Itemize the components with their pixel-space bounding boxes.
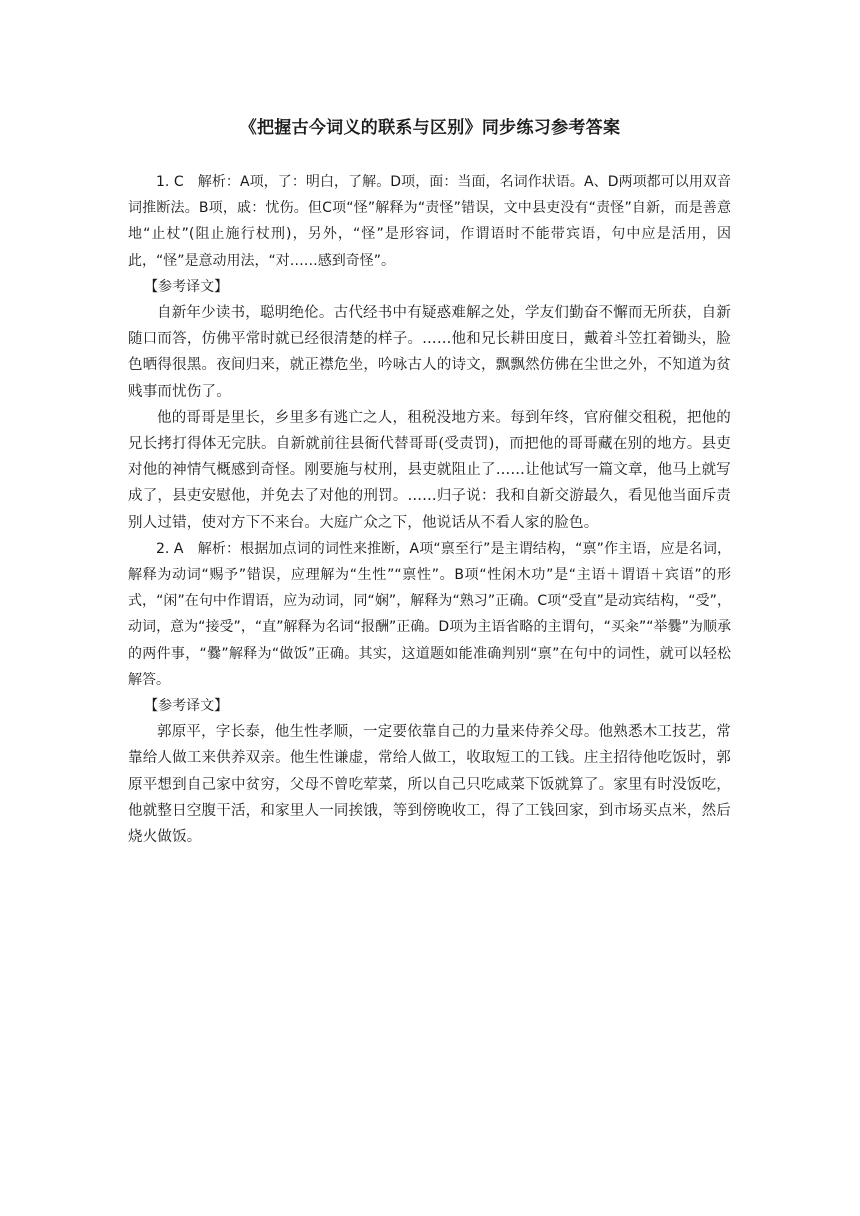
question-1-answer: 1. C 解析：A项，了：明白，了解。D项，面：当面，名词作状语。A、D两项都可以用双音词推断法。B项，戚：忧伤。但C项“怪”解释为“责怪”错误，文中县吏没有“责怪”自新，而是善意地“止杖”(阻止施行杖刑)，另外，“怪”是形容词，作谓语时不能带宾语，句中应是活用，因此，“怪”是意动用法，“对……感到奇怪”。 — [128, 174, 731, 269]
question-2-translation: 郭原平，字长泰，他生性孝顺，一定要依靠自己的力量来侍养父母。他熟悉木工技艺，常靠给人做工来供养双亲。他生性谦虚，常给人做工，收取短工的工钱。庄主招待他吃饭时，郭原平想到自己家中贫穷，父母不曾吃荤菜，所以自己只吃咸菜下饭就算了。家里有时没饭吃，他就整日空腹干活，和家里人一同挨饿，等到傍晚收工，得了工钱回家，到市场买点米，然后烧火做饭。 — [128, 724, 731, 846]
question-1-translation-paragraph-1: 自新年少读书，聪明绝伦。古代经书中有疑惑难解之处，学友们勤奋不懈而无所获，自新随口而答，仿佛平常时就已经很清楚的样子。……他和兄长耕田度日，戴着斗笠扛着锄头，脸色晒得很黑。夜间归来，就正襟危坐，吟咏古人的诗文，飘飘然仿佛在尘世之外，不知道为贫贱事而忧伤了。 — [128, 305, 731, 400]
question-1-translation-paragraph-2: 他的哥哥是里长，乡里多有逃亡之人，租税没地方来。每到年终，官府催交租税，把他的兄长拷打得体无完肤。自新就前往县衙代替哥哥(受责罚)，而把他的哥哥藏在别的地方。县吏对他的神情气概感到奇怪。刚要施与杖刑，县吏就阻止了……让他试写一篇文章，他马上就写成了，县吏安慰他，并免去了对他的刑罚。……归子说：我和自新交游最久，看见他当面斥责别人过错，使对方下不来台。大庭广众之下，他说话从不看人家的脸色。 — [128, 409, 731, 531]
document-body — [128, 169, 731, 850]
document-title: 《把握古今词义的联系与区别》同步练习参考答案 — [239, 118, 621, 138]
question-2-reference-heading: 【参考译文】 — [144, 698, 229, 715]
question-1-reference-heading: 【参考译文】 — [144, 278, 229, 295]
question-2-answer: 2. A 解析：根据加点词的词性来推断，A项“禀至行”是主谓结构，“禀”作主语，应是名词，解释为动词“赐予”错误，应理解为“生性”“禀性”。B项“性闲木功”是“主语＋谓语＋宾语”的形式，“闲”在句中作谓语，应为动词，同“娴”，解释为“熟习”正确。C项“受直”是动宾结构，“受”，动词，意为“接受”，“直”解释为名词“报酬”正确。D项为主语省略的主谓句，“买籴”“举爨”为顺承的两件事，“爨”解释为“做饭”正确。其实，这道题如能准确判别“禀”在句中的词性，就可以轻松解答。 — [128, 540, 731, 688]
